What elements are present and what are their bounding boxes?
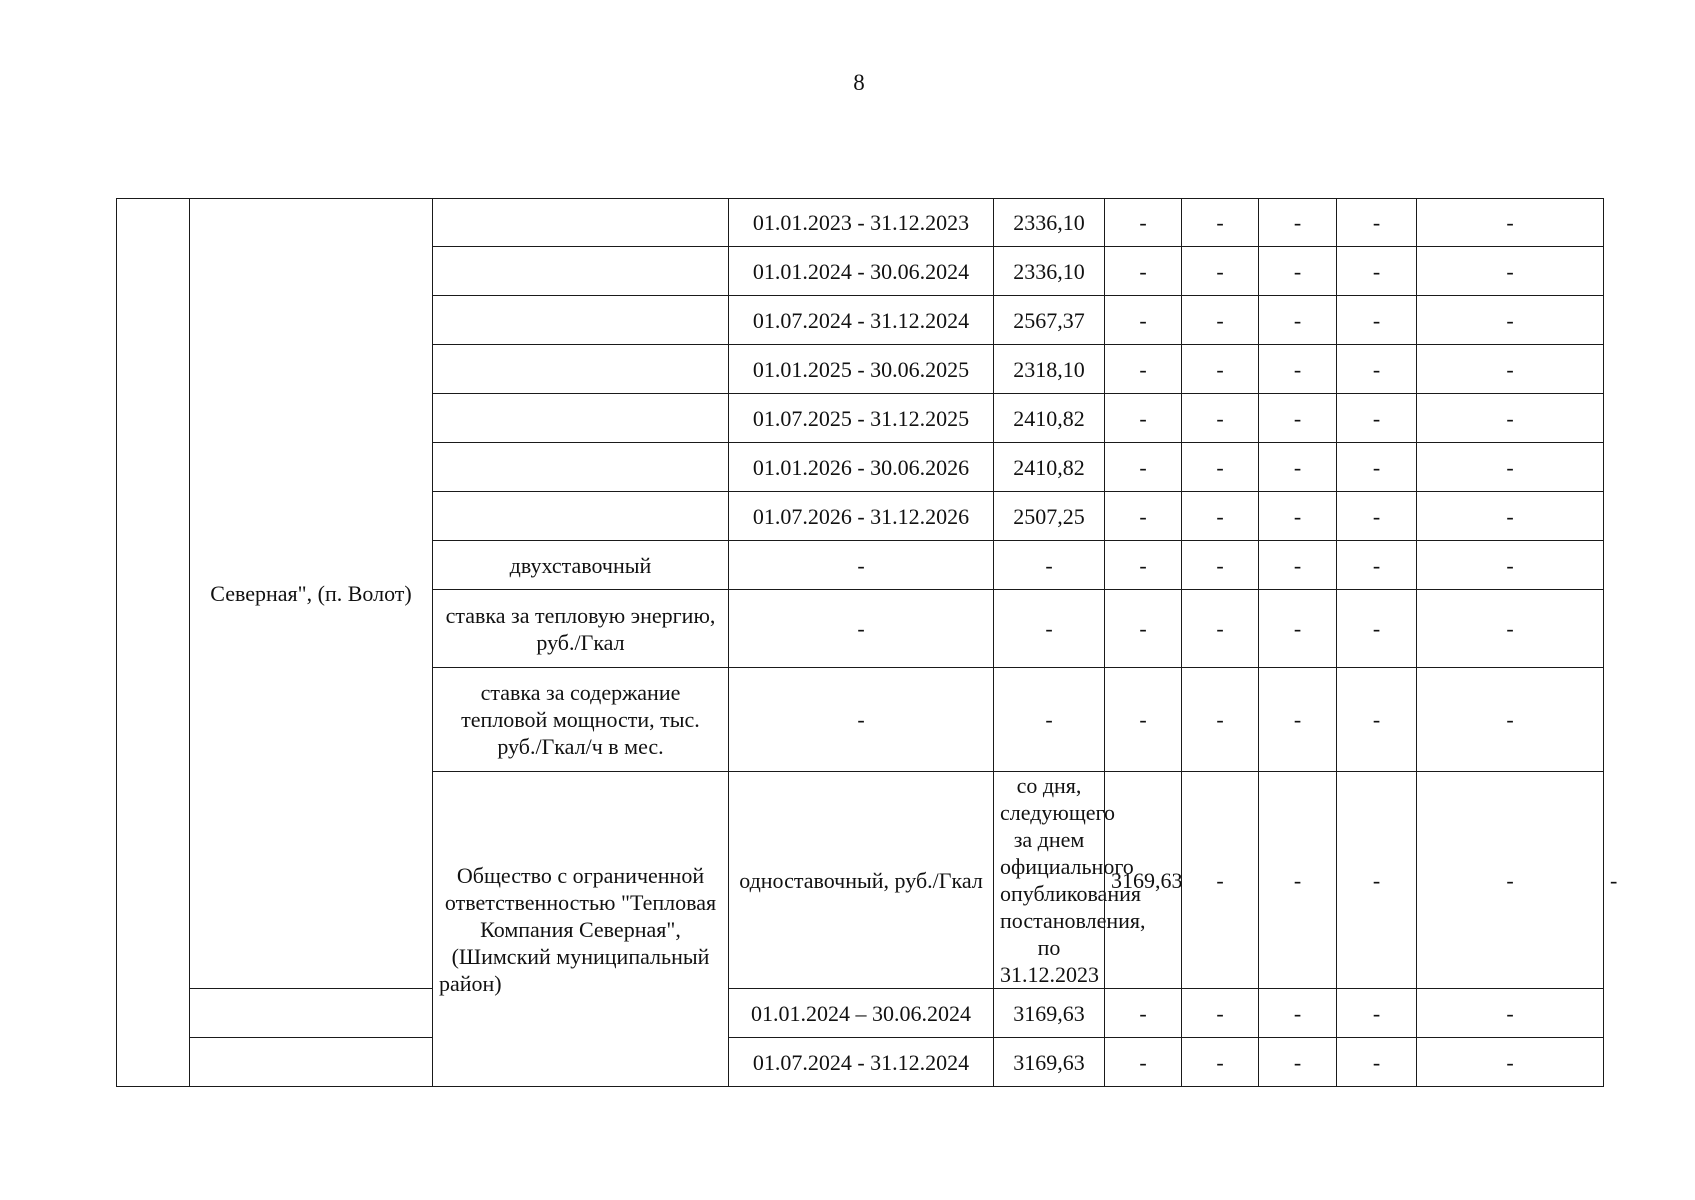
dash-cell: - (1417, 443, 1604, 492)
dash-cell: - (1259, 345, 1337, 394)
dash-cell: - (1182, 989, 1259, 1038)
dash-cell: - (1182, 541, 1259, 590)
dash-cell: - (1182, 443, 1259, 492)
value-cell: 2336,10 (994, 199, 1105, 247)
dash-cell: - (1182, 247, 1259, 296)
dash-cell: - (1259, 247, 1337, 296)
value-cell: 2318,10 (994, 345, 1105, 394)
dash-cell: - (1259, 199, 1337, 247)
period-cell: 01.07.2026 - 31.12.2026 (729, 492, 994, 541)
dash-cell: - (1417, 590, 1604, 668)
dash-cell: - (1337, 1038, 1417, 1087)
period-cell: 01.01.2026 - 30.06.2026 (729, 443, 994, 492)
dash-cell: - (1337, 772, 1417, 989)
tariff-type-cell (433, 345, 729, 394)
dash-cell: - (1105, 492, 1182, 541)
dash-cell: - (1259, 1038, 1337, 1087)
dash-cell: - (1337, 590, 1417, 668)
dash-cell: - (1417, 199, 1604, 247)
dash-cell: - (1182, 1038, 1259, 1087)
tariff-type-cell (433, 247, 729, 296)
dash-cell: - (1182, 492, 1259, 541)
organization-cell: Северная", (п. Волот) (190, 199, 433, 989)
table-row (117, 989, 1604, 1038)
dash-cell: - (1337, 199, 1417, 247)
value-cell: 3169,63 (994, 1038, 1105, 1087)
dash-cell: - (1105, 989, 1182, 1038)
tariff-type-cell (433, 443, 729, 492)
dash-cell: - (1182, 199, 1259, 247)
period-cell: со дня, следующего за днем официального опубликования постановления, по 31.12.2023 (994, 772, 1105, 989)
dash-cell: - (1417, 668, 1604, 772)
value-cell: - (994, 541, 1105, 590)
dash-cell: - (1105, 199, 1182, 247)
tariff-type-cell (433, 199, 729, 247)
dash-cell: - (1182, 668, 1259, 772)
dash-cell: - (1105, 345, 1182, 394)
dash-cell: - (1182, 772, 1259, 989)
tariff-type-cell: одноставочный, руб./Гкал (729, 772, 994, 989)
value-cell: - (994, 668, 1105, 772)
period-cell: - (729, 668, 994, 772)
period-cell: 01.01.2024 - 30.06.2024 (729, 247, 994, 296)
dash-cell: - (1337, 541, 1417, 590)
dash-cell: - (1105, 668, 1182, 772)
value-cell: 3169,63 (1105, 772, 1182, 989)
dash-cell: - (1417, 345, 1604, 394)
row-number-cell (117, 199, 190, 1087)
dash-cell: - (1105, 296, 1182, 345)
dash-cell: - (1259, 296, 1337, 345)
dash-cell: - (1337, 296, 1417, 345)
table-row (117, 1038, 1604, 1087)
dash-cell: - (1417, 1038, 1604, 1087)
dash-cell: - (1105, 247, 1182, 296)
value-cell: 2507,25 (994, 492, 1105, 541)
dash-cell: - (1105, 590, 1182, 668)
value-cell: 2410,82 (994, 443, 1105, 492)
dash-cell: - (1105, 394, 1182, 443)
period-cell: 01.01.2024 – 30.06.2024 (729, 989, 994, 1038)
value-cell: 2336,10 (994, 247, 1105, 296)
dash-cell: - (1337, 668, 1417, 772)
dash-cell: - (1182, 394, 1259, 443)
value-cell: 2410,82 (994, 394, 1105, 443)
period-cell: 01.01.2025 - 30.06.2025 (729, 345, 994, 394)
tariff-type-cell (190, 989, 433, 1038)
tariff-type-cell (433, 492, 729, 541)
dash-cell: - (1259, 772, 1337, 989)
tariff-type-cell: ставка за содержание тепловой мощности, тыс. руб./Гкал/ч в мес. (433, 668, 729, 772)
tariff-type-cell (190, 1038, 433, 1087)
organization-cell: Общество с ограниченной ответственностью "Тепловая Компания Северная", (Шимский муниципальный район) (433, 772, 729, 1087)
dash-cell: - (1259, 443, 1337, 492)
dash-cell: - (1259, 668, 1337, 772)
dash-cell: - (1337, 394, 1417, 443)
value-cell: - (994, 590, 1105, 668)
dash-cell: - (1417, 989, 1604, 1038)
tariff-type-cell (433, 296, 729, 345)
dash-cell: - (1182, 296, 1259, 345)
dash-cell: - (1337, 443, 1417, 492)
tariff-type-cell: ставка за тепловую энергию, руб./Гкал (433, 590, 729, 668)
table-row (117, 199, 1604, 247)
dash-cell: - (1337, 247, 1417, 296)
dash-cell: - (1259, 989, 1337, 1038)
dash-cell: - (1105, 1038, 1182, 1087)
period-cell: 01.07.2025 - 31.12.2025 (729, 394, 994, 443)
value-cell: 3169,63 (994, 989, 1105, 1038)
period-cell: 01.07.2024 - 31.12.2024 (729, 296, 994, 345)
page-number: 8 (853, 70, 865, 95)
dash-cell: - (1259, 394, 1337, 443)
dash-cell: - (1417, 296, 1604, 345)
dash-cell: - (1182, 345, 1259, 394)
period-cell: - (729, 541, 994, 590)
tariff-table (116, 198, 1618, 1087)
table-row: Общество с ограниченной ответственностью "Тепловая Компания Северная", (Шимский муниципальный район) одноставочный, руб./Гкал со дня, следующего за днем официального опубликования постановления, по 31.12.2023 3169,63 - - - - - (117, 772, 1604, 989)
dash-cell: - (1337, 492, 1417, 541)
dash-cell: - (1182, 590, 1259, 668)
dash-cell: - (1105, 443, 1182, 492)
dash-cell: - (1417, 772, 1604, 989)
dash-cell: - (1417, 247, 1604, 296)
period-cell: 01.01.2023 - 31.12.2023 (729, 199, 994, 247)
dash-cell: - (1259, 590, 1337, 668)
tariff-type-cell (433, 394, 729, 443)
dash-cell: - (1417, 394, 1604, 443)
period-cell: 01.07.2024 - 31.12.2024 (729, 1038, 994, 1087)
dash-cell: - (1337, 345, 1417, 394)
dash-cell: - (1417, 492, 1604, 541)
dash-cell: - (1337, 989, 1417, 1038)
dash-cell: - (1259, 492, 1337, 541)
period-cell: - (729, 590, 994, 668)
tariff-type-cell: двухставочный (433, 541, 729, 590)
value-cell: 2567,37 (994, 296, 1105, 345)
dash-cell: - (1259, 541, 1337, 590)
dash-cell: - (1105, 541, 1182, 590)
dash-cell: - (1417, 541, 1604, 590)
